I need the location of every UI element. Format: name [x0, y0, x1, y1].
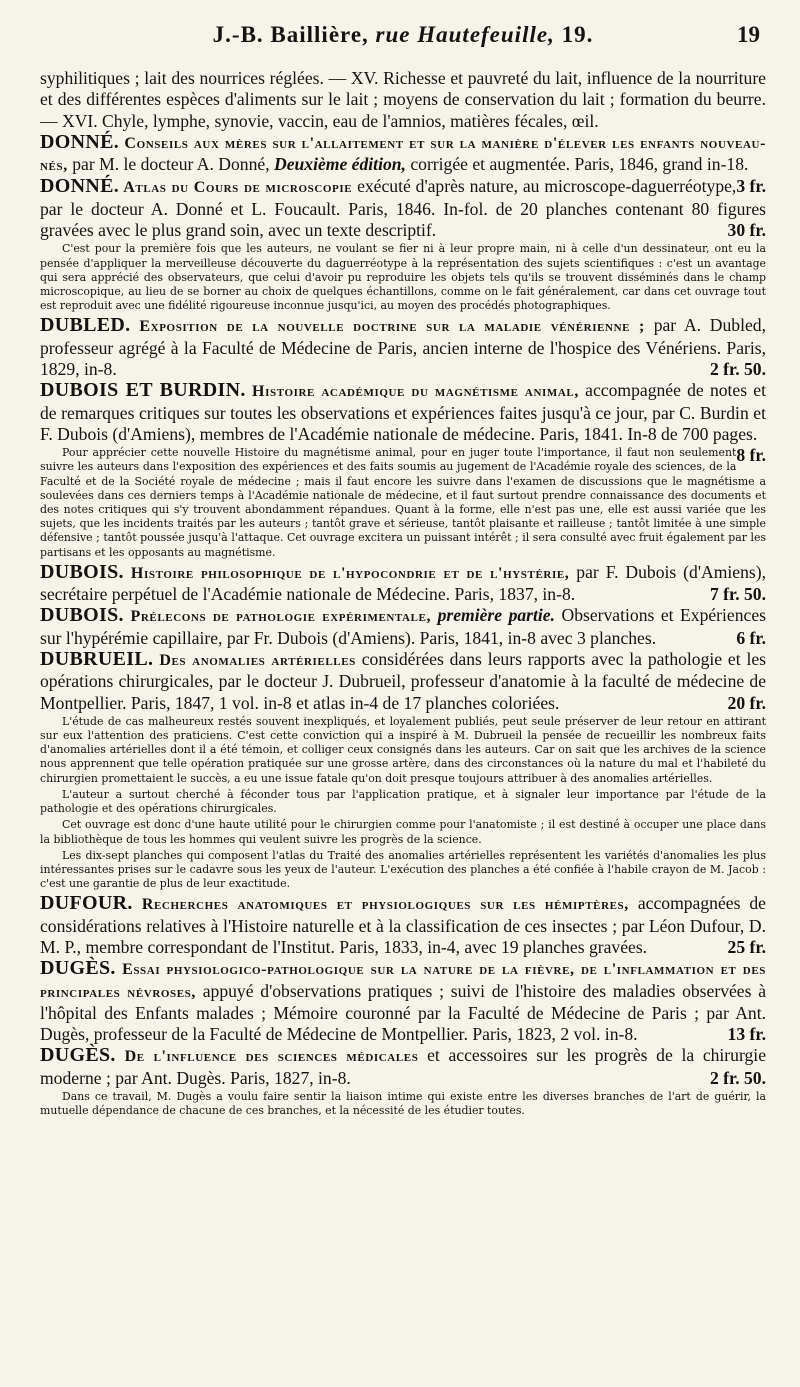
entry-title: Prélecons de pathologie expérimentale, [123, 608, 432, 626]
entry-description: accompagnée de notes et de remarques critiques sur toutes les observations et expériences faites jusqu'à ce jour, par C. Burdin et F. Dubois (d'Amiens), membres de l'Académie nationale de médecine. Paris, 1841. In-8 de 700 pages. [40, 380, 766, 444]
catalog-entry [40, 176, 766, 313]
entry-price: 30 fr. [727, 220, 766, 241]
entry-author: DUBOIS. [40, 604, 124, 627]
entry-title: Conseils aux mères sur l'allaitement et sur la manière d'élever les enfants nouveau-nés, [40, 134, 766, 175]
entry-price: 20 fr. [727, 692, 766, 713]
publisher-name: J.-B. Baillière, [212, 22, 376, 47]
entry-author: DUFOUR. [40, 892, 133, 915]
entry-description: considérées dans leurs rapports avec la pathologie et les opérations chirurgicales, par le docteur J. Dubrueil, professeur d'anatomie à la faculté de médecine de Montpellier. Paris, 1847, 1 vol. in-8 et atlas in-4 de 17 planches coloriées. [40, 648, 766, 713]
entry-review-note: Cet ouvrage est donc d'une haute utilité pour le chirurgien comme pour l'anatomiste ; il est destiné à occuper une place dans la bibliothèque de tous les hommes qui veulent suivre les progrès de la science. [40, 818, 766, 846]
entry-title: Histoire académique du magnétisme animal, [245, 383, 579, 401]
entry-review-note: Pour apprécier cette nouvelle Histoire du magnétisme animal, pour en juger toute l'importance, il faut non seulement suivre les auteurs dans l'exposition des expériences et des faits soumis au jugement de l'Académie royale des sciences, de la Faculté et de la Société royale de médecine ; mais il faut encore les suivre dans l'examen de discussions que le magnétisme a soulevées dans ces derniers temps à l'Académie nationale de médecine, et il faut surtout prendre connaissance des documents et des notes critiques qui s'y trouvent abondamment répandues. Quant à la forme, elle n'est pas une, elle est aussi variée que les sujets, que les incidents traités par les auteurs ; tantôt grave et sérieuse, tantôt plaisante et railleuse ; tantôt limitée à une simple défensive ; tantôt poussée jusqu'à l'attaque. Cet ouvrage excitera un puissant intérêt ; il sera consulté avec fruit également par les partisans et les opposants au magnétisme. [40, 446, 766, 559]
entry-price: 8 fr. [736, 445, 766, 466]
running-head-title [213, 22, 594, 47]
entry-edition: première partie. [431, 605, 555, 626]
entry-title: Histoire philosophique de l'hypocondrie et de l'hystérie, [123, 564, 570, 582]
entry-price: 3 fr. [736, 176, 766, 197]
entry-main-text [40, 176, 766, 241]
entry-title: De l'influence des sciences médicales [115, 1048, 419, 1066]
entry-price: 2 fr. 50. [709, 1067, 766, 1088]
entry-description-rest: corrigée et augmentée. Paris, 1846, grand in-18. [405, 154, 749, 175]
entry-description: appuyé d'observations pratiques ; suivi de l'histoire des maladies observées à l'hôpital des Enfants malades ; Mémoire couronné par la Faculté de Médecine de Paris ; par Ant. Dugès, professeur de la Faculté de Médecine de Montpellier. Paris, 1823, 2 vol. in-8. [40, 980, 767, 1045]
entry-main-text [40, 958, 766, 1045]
entry-description: par F. Dubois (d'Amiens), secrétaire perpétuel de l'Académie nationale de Médecine. Paris, 1837, in-8. [40, 561, 766, 605]
entry-title: Des anomalies artérielles [153, 651, 356, 669]
entry-price: 25 fr. [727, 936, 766, 957]
entry-title: Essai physiologico-pathologique sur la nature de la fièvre, de l'inflammation et des principales névroses, [40, 961, 766, 1001]
running-head [40, 22, 766, 62]
entry-main-text [40, 893, 766, 958]
entry-continuation-text: syphilitiques ; lait des nourrices réglées. — XV. Richesse et pauvreté du lait, influence de la nourriture et des différentes espèces d'aliments sur le lait ; moyens de conservation du lait ; formation du beurre. — XVI. Chyle, lymphe, synovie, vaccin, eau de l'amnios, matières fécales, œil. [40, 68, 766, 131]
entry-main-text [40, 315, 766, 380]
entry-main-text [40, 562, 766, 606]
entry-description: accompagnées de considérations relatives à l'Histoire naturelle et à la classification de ces insectes ; par Léon Dufour, D. M. P., membre correspondant de l'Institut. Paris, 1833, in-4, avec 19 planches gravées. [40, 893, 766, 957]
entry-description: par A. Dubled, professeur agrégé à la Faculté de Médecine de Paris, ancien interne de l'hospice des Vénériens. Paris, 1829, in-8. [40, 315, 766, 379]
entry-description: par M. le docteur A. Donné, [67, 154, 274, 175]
catalog-entry [40, 315, 766, 380]
entry-author: DONNÉ. [40, 130, 120, 153]
entry-author: DUBLED. [40, 314, 131, 337]
entry-main-text [40, 649, 766, 714]
entry-main-text [40, 1045, 766, 1089]
entry-price: 7 fr. 50. [709, 584, 766, 605]
entry-author: DONNÉ. [40, 175, 120, 198]
entry-main-text [40, 379, 766, 466]
catalog-entry [40, 68, 766, 132]
entry-main-text [40, 68, 766, 132]
entry-review-note: C'est pour la première fois que les auteurs, ne voulant se fier ni à leur propre main, ni à celle d'un dessinateur, ont eu la pensée d'appliquer la merveilleuse découverte du daguerréotype à la représentation des sujets scientifiques : c'est un avantage qui sera apprécié des observateurs, que celui d'avoir pu reproduire les objets tels qu'ils se trouvent disséminés dans le champ microscopique, au lieu de se borner au choix de quelques échantillons, comme on le fait généralement, car dans cet ouvrage tout est reproduit avec une fidélité rigoureuse inconnue jusqu'ici, au moyen des procédés photographiques. [40, 242, 766, 313]
entry-title: Atlas du Cours de microscopie [119, 179, 353, 197]
entry-author: DUBOIS ET BURDIN. [40, 379, 246, 402]
catalog-entries [40, 68, 766, 1118]
entry-author: DUBRUEIL. [40, 647, 154, 670]
entry-author: DUGÈS. [40, 1044, 116, 1067]
catalog-entry [40, 605, 766, 649]
entry-author: DUGÈS. [40, 957, 116, 980]
catalog-entry [40, 958, 766, 1045]
entry-review-note: L'auteur a surtout cherché à féconder tous par l'application pratique, et à signaler leur importance par l'étude de la pathologie et des opérations chirurgicales. [40, 787, 766, 816]
page-number: 19 [737, 22, 760, 47]
publisher-address: rue Hautefeuille, [375, 22, 555, 47]
entry-review-note: Les dix-sept planches qui composent l'atlas du Traité des anomalies artérielles représentent les variétés d'anomalies les plus intéressantes prises sur le cadavre sous les yeux de l'auteur. L'exécution des planches a été confiée à l'habile crayon de M. Jacob : c'est une garantie de plus de leur exactitude. [40, 848, 766, 891]
entry-main-text [40, 605, 766, 649]
entry-review-note: L'étude de cas malheureux restés souvent inexpliqués, et loyalement publiés, peut seule préserver de leur retour en attirant sur eux l'attention des praticiens. C'est cette conviction qui a inspiré à M. Dubrueil la pensée de recueillir les nombreux faits d'anomalies artérielles dont il a été témoin, et colliger ceux consignés dans les auteurs. Car on sait que les archives de la science nous apprennent que telle opération pratiquée sur une grosse artère, dans des circonstances où la nature du mal et l'habileté du chirurgien promettaient le succès, a eu une issue fatale qu'on doit presque toujours attribuer à des anomalies artérielles. [40, 714, 766, 785]
entry-title: Exposition de la nouvelle doctrine sur la maladie vénérienne ; [130, 318, 645, 336]
entry-description: Observations et Expériences sur l'hypérémie capillaire, par Fr. Dubois (d'Amiens). Paris, 1841, in-8 avec 3 planches. [40, 605, 766, 648]
entry-price: 13 fr. [727, 1024, 766, 1045]
entry-price: 2 fr. 50. [709, 358, 766, 379]
entry-description: et accessoires sur les progrès de la chirurgie moderne ; par Ant. Dugès. Paris, 1827, in-8. [40, 1045, 766, 1088]
catalog-entry [40, 380, 766, 560]
publisher-street-number: 19. [554, 22, 594, 47]
entry-price: 6 fr. [736, 627, 766, 648]
entry-edition: Deuxième édition, [274, 154, 406, 175]
entry-review-note: Dans ce travail, M. Dugès a voulu faire sentir la liaison intime qui existe entre les diverses branches de l'art de guérir, la mutuelle dépendance de chacune de ces branches, et la nécessité de les étudier toutes. [40, 1089, 766, 1118]
entry-title: Recherches anatomiques et physiologiques sur les hémiptères, [132, 896, 629, 914]
catalog-entry [40, 893, 766, 958]
catalog-entry [40, 1045, 766, 1118]
catalog-entry [40, 562, 766, 606]
entry-author: DUBOIS. [40, 560, 124, 583]
catalog-entry [40, 649, 766, 891]
entry-description: exécuté d'après nature, au microscope-daguerréotype, par le docteur A. Donné et L. Foucault. Paris, 1846. In-fol. de 20 planches contenant 80 figures gravées avec le plus grand soin, avec un texte descriptif. [40, 176, 766, 241]
